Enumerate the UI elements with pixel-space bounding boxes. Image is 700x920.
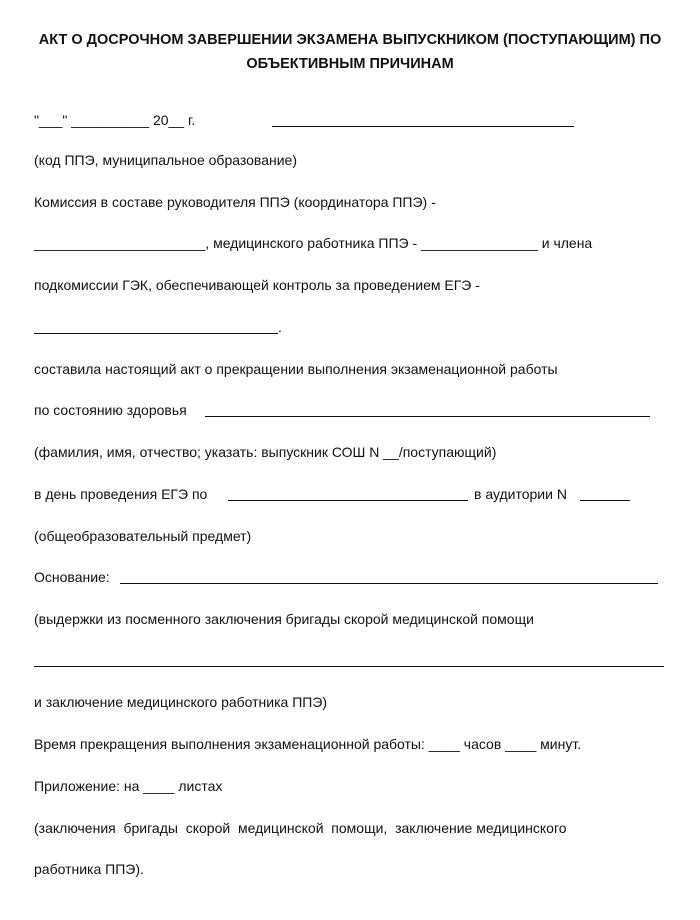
title-line-2: ОБЪЕКТИВНЫМ ПРИЧИНАМ (246, 56, 454, 72)
member-blank-dot: . (278, 319, 282, 335)
attachment-line: Приложение: на ____ листах (34, 778, 223, 794)
basis-label: Основание: (34, 569, 110, 585)
health-blank-rule (205, 416, 650, 417)
code-blank-rule (272, 126, 574, 127)
exam-day-label: в день проведения ЕГЭ по (34, 486, 208, 502)
compiled-line: составила настоящий акт о прекращении выполнения экзаменационной работы (34, 361, 558, 377)
subcommission-line: подкомиссии ГЭК, обеспечивающей контроль за проведением ЕГЭ - (34, 277, 480, 293)
commission-line: Комиссия в составе руководителя ППЭ (координатора ППЭ) - (34, 194, 436, 210)
title-line-1: АКТ О ДОСРОЧНОМ ЗАВЕРШЕНИИ ЭКЗАМЕНА ВЫПУСКНИКОМ (ПОСТУПАЮЩИМ) ПО (38, 32, 662, 48)
time-line: Время прекращения выполнения экзаменационной работы: ____ часов ____ минут. (34, 736, 582, 752)
medic-line: ______________________, медицинского работника ППЭ - _______________ и члена (34, 235, 593, 251)
code-caption: (код ППЭ, муниципальное образование) (34, 152, 297, 168)
date-line: "___" __________ 20__ г. (34, 112, 196, 128)
attachment-note-line-1: (заключения бригады скорой медицинской помощи, заключение медицинского (34, 820, 567, 836)
extract-blank-rule (34, 666, 664, 667)
member-blank-rule (34, 333, 278, 334)
extract-caption: (выдержки из посменного заключения бригады скорой медицинской помощи (34, 611, 534, 627)
health-label: по состоянию здоровья (34, 402, 187, 418)
room-blank-rule (580, 500, 630, 501)
attachment-note-line-2: работника ППЭ). (34, 861, 144, 877)
basis-blank-rule (120, 583, 658, 584)
subject-caption: (общеобразовательный предмет) (34, 528, 252, 544)
room-label: в аудитории N (474, 486, 567, 502)
document-title (20, 28, 680, 76)
fio-caption: (фамилия, имя, отчество; указать: выпускник СОШ N __/поступающий) (34, 444, 497, 460)
subject-blank-rule (228, 500, 468, 501)
conclusion-caption: и заключение медицинского работника ППЭ) (34, 694, 328, 710)
